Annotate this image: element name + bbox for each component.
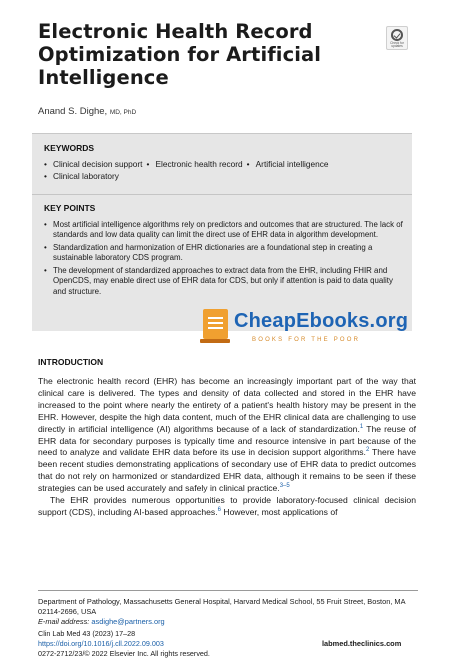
watermark-logo [200, 307, 440, 353]
check-updates-label: Check for updates [390, 40, 404, 49]
affiliation-block [38, 597, 418, 627]
keyword: Electronic health record [155, 159, 243, 169]
author-degrees: MD, PhD [109, 109, 137, 116]
title-line-2: Optimization for Artificial [38, 43, 322, 66]
journal-site[interactable]: labmed.theclinics.com [322, 639, 402, 648]
keywords-line: • Clinical laboratory [44, 171, 119, 181]
reference-link[interactable]: 3–5 [279, 483, 290, 490]
title-line-3: Intelligence [38, 66, 169, 89]
keyword: Artificial intelligence [255, 159, 329, 169]
email-line: E-mail address: asdighe@partners.org [38, 617, 165, 626]
introduction-heading: INTRODUCTION [38, 357, 104, 367]
watermark-name: CheapEbooks.org [234, 310, 409, 332]
email-link[interactable]: asdighe@partners.org [91, 617, 165, 626]
key-points-list [44, 220, 406, 300]
key-point: • Most artificial intelligence algorithms rely on predictors and outcomes that are structured. The lack of standards and low data quality can limit the direct use of EHR data in algorithm development. [44, 220, 403, 240]
keywords-line: • Clinical decision support • Electronic health record • Artificial intelligence [44, 159, 329, 169]
key-point: • The development of standardized approaches to extract data from the EHR, including FHIR and OpenCDS, may enable direct use of EHR data for CDS, but only if attention is paid to data quality and structure. [44, 266, 393, 296]
citation-block [38, 629, 278, 659]
key-points-heading: KEY POINTS [44, 203, 96, 213]
key-point: • Standardization and harmonization of EHR dictionaries are a foundational step in creating a sustainable laboratory CDS program. [44, 243, 373, 263]
citation: Clin Lab Med 43 (2023) 17–28 [38, 629, 136, 638]
book-icon [200, 309, 230, 343]
affiliation: Department of Pathology, Massachusetts General Hospital, Harvard Medical School, 55 Fruit Street, Boston, MA 02114-2696, USA [38, 597, 406, 616]
keywords-keypoints-box [32, 133, 412, 331]
watermark-tagline: BOOKS FOR THE POOR [252, 337, 361, 343]
article-title [38, 20, 378, 89]
box-divider [32, 194, 412, 195]
title-line-1: Electronic Health Record [38, 20, 313, 43]
keyword: Clinical decision support [53, 159, 143, 169]
author-name: Anand S. Dighe, [38, 106, 108, 117]
check-updates-icon [391, 29, 403, 41]
check-for-updates-badge[interactable] [386, 26, 408, 50]
author-line [38, 106, 136, 117]
paragraph: The EHR provides numerous opportunities to provide laboratory-focused clinical decision support (CDS), including AI-based approaches.$^6$ However, most applications of [38, 495, 416, 517]
reference-link[interactable]: 2 [365, 447, 370, 454]
footer-divider [38, 590, 418, 591]
keywords-heading: KEYWORDS [44, 143, 95, 153]
reference-link[interactable]: 6 [217, 507, 221, 514]
introduction-body [38, 376, 416, 519]
keyword: Clinical laboratory [53, 171, 119, 181]
doi-link[interactable]: https://doi.org/10.1016/j.cll.2022.09.003 [38, 639, 164, 648]
paragraph: The electronic health record (EHR) has become an increasingly important part of the way that clinical care is delivered. The types and density of data collected and stored in the EHR have increased to the point where nearly the entirety of a patient's health history may be present in the EHR. However, despite the high data content, much of the EHR clinical data are challenging to use directly in artificial intelligence (AI) algorithms because of a lack of standardization.$^1$ The reuse of EHR data for secondary purposes is typically time and resource intensive in part because of the need to analyze and validate EHR data before its use in decision support algorithms.$^2$ There have been recent studies demonstrating applications of secondary use of EHR data to predict outcomes that do not rely on harmonized or standardized EHR data, although it remains to be seen if these strategies can be used accurately and safely in clinical practice.$^{3-5}$ [38, 376, 416, 494]
copyright: 0272-2712/23/© 2022 Elsevier Inc. All rights reserved. [38, 649, 210, 658]
reference-link[interactable]: 1 [359, 423, 364, 430]
keywords-list [44, 158, 404, 182]
